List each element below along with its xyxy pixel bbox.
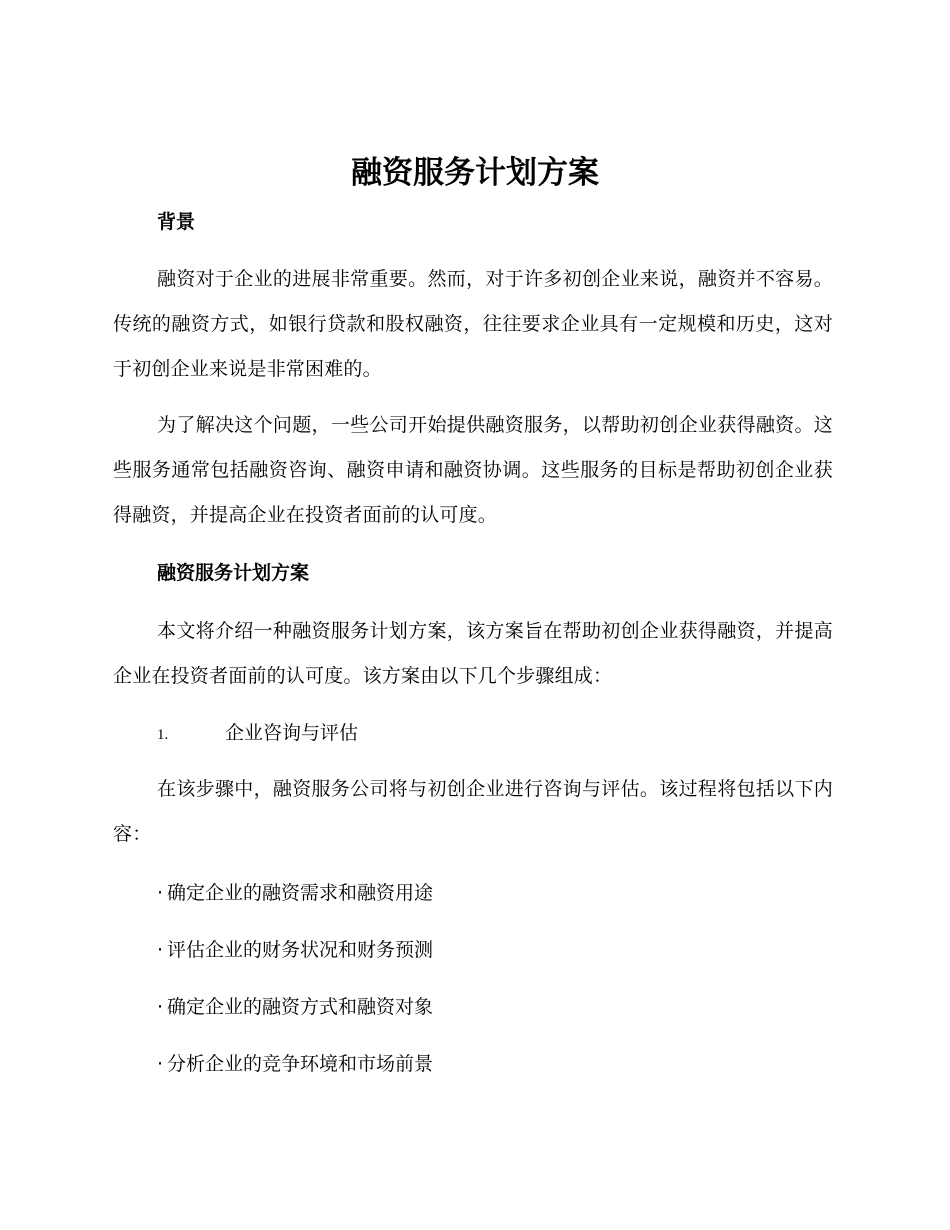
numbered-item-step-1 <box>157 719 358 749</box>
bullet-item <box>157 1050 433 1078</box>
bullet-item <box>157 879 433 907</box>
bullet-marker: · <box>157 882 164 904</box>
section-heading-plan: 融资服务计划方案 <box>157 562 310 584</box>
paragraph-plan-intro: 本文将介绍一种融资服务计划方案，该方案旨在帮助初创企业获得融资，并提高企业在投资者面前的认可度。该方案由以下几个步骤组成： <box>113 620 833 687</box>
list-number: 1. <box>157 727 169 743</box>
bullet-marker: · <box>157 1053 164 1075</box>
bullet-item <box>157 936 433 964</box>
bullet-marker: · <box>157 939 164 961</box>
bullet-text: 分析企业的竞争环境和市场前景 <box>167 1053 434 1075</box>
section-heading-background: 背景 <box>157 211 196 233</box>
bullet-marker: · <box>157 996 164 1018</box>
document-title: 融资服务计划方案 <box>351 155 599 191</box>
bullet-text: 确定企业的融资需求和融资用途 <box>167 882 434 904</box>
paragraph-background-2: 为了解决这个问题，一些公司开始提供融资服务，以帮助初创企业获得融资。这些服务通常包括融资咨询、融资申请和融资协调。这些服务的目标是帮助初创企业获得融资，并提高企业在投资者面前的认可度。 <box>113 414 833 526</box>
bullet-text: 评估企业的财务状况和财务预测 <box>167 939 434 961</box>
list-item-label: 企业咨询与评估 <box>225 722 359 744</box>
paragraph-background-1: 融资对于企业的进展非常重要。然而，对于许多初创企业来说，融资并不容易。传统的融资方式，如银行贷款和股权融资，往往要求企业具有一定规模和历史，这对于初创企业来说是非常困难的。 <box>113 268 833 380</box>
paragraph-step-1-description: 在该步骤中，融资服务公司将与初创企业进行咨询与评估。该过程将包括以下内容： <box>113 778 833 845</box>
bullet-item <box>157 993 433 1021</box>
bullet-text: 确定企业的融资方式和融资对象 <box>167 996 434 1018</box>
